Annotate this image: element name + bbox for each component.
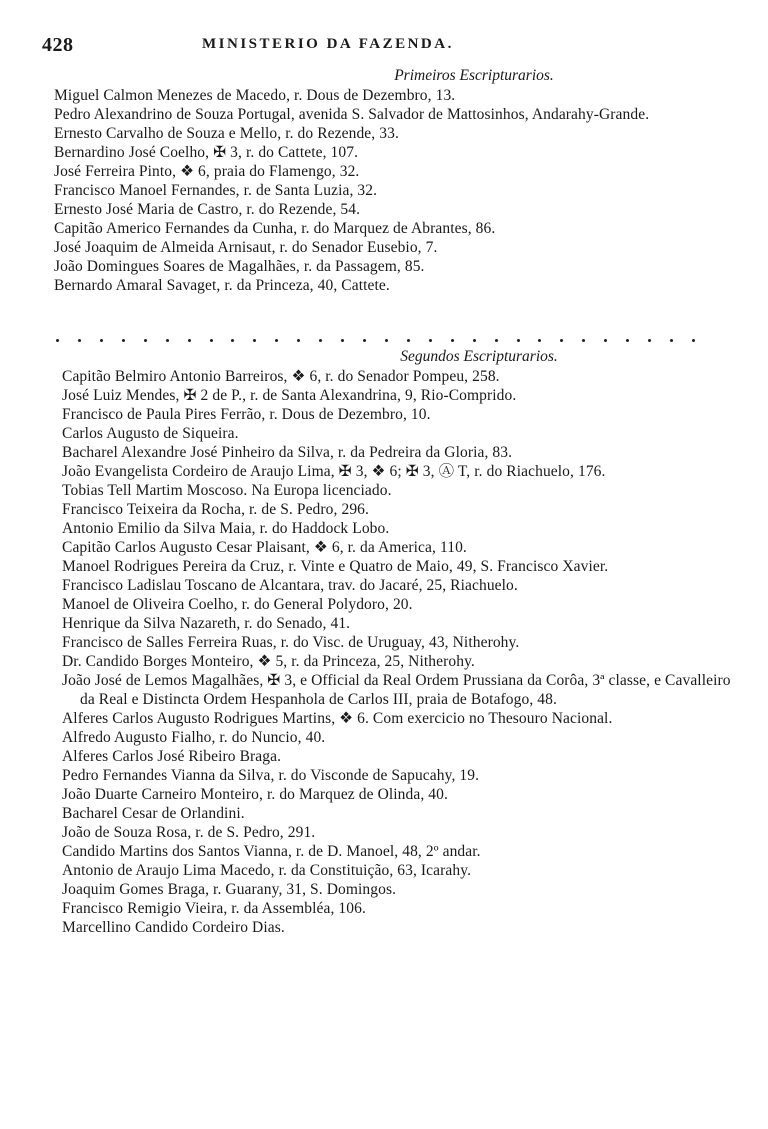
- list-item: João Duarte Carneiro Monteiro, r. do Marquez de Olinda, 40.: [62, 786, 448, 803]
- page-number: 428: [42, 34, 74, 56]
- separator-dot: [319, 339, 322, 342]
- list-item: Francisco Remigio Vieira, r. da Assembléa, 106.: [62, 900, 366, 917]
- separator-dot: [188, 339, 191, 342]
- list-item: Bernardino José Coelho, ✠ 3, r. do Cattete, 107.: [54, 144, 359, 161]
- list-item: Francisco Teixeira da Rocha, r. de S. Pedro, 296.: [62, 501, 369, 518]
- list-item: Tobias Tell Martim Moscoso. Na Europa licenciado.: [62, 482, 392, 499]
- separator-dot: [231, 339, 234, 342]
- entry-list: [54, 367, 744, 937]
- list-item: Alferes Carlos Augusto Rodrigues Martins, ❖ 6. Com exercicio no Thesouro Nacional.: [62, 710, 613, 727]
- list-item: Capitão Carlos Augusto Cesar Plaisant, ❖ 6, r. da America, 110.: [62, 539, 467, 556]
- list-item: José Ferreira Pinto, ❖ 6, praia do Flamengo, 32.: [54, 163, 360, 180]
- separator-dot: [517, 339, 520, 342]
- list-item: Ernesto Carvalho de Souza e Mello, r. do Rezende, 33.: [54, 125, 399, 142]
- list-item: João de Souza Rosa, r. de S. Pedro, 291.: [62, 824, 316, 841]
- separator-dot: [385, 339, 388, 342]
- section-segundos-escripturarios: [54, 347, 744, 937]
- separator-dot: [144, 339, 147, 342]
- separator-dot: [538, 339, 541, 342]
- list-item: Manoel de Oliveira Coelho, r. do General Polydoro, 20.: [62, 596, 413, 613]
- list-item: José Luiz Mendes, ✠ 2 de P., r. de Santa Alexandrina, 9, Rio-Comprido.: [62, 387, 517, 404]
- separator-dot: [275, 339, 278, 342]
- page-header: [42, 34, 732, 58]
- section-heading: Primeiros Escripturarios.: [394, 67, 554, 84]
- separator-dot: [78, 339, 81, 342]
- separator-dot: [473, 339, 476, 342]
- separator-dot: [210, 339, 213, 342]
- list-item: Pedro Fernandes Vianna da Silva, r. do Visconde de Sapucahy, 19.: [62, 767, 480, 784]
- section-primeiros-escripturarios: [54, 66, 744, 295]
- list-item: Marcellino Candido Cordeiro Dias.: [62, 919, 285, 936]
- separator-dot: [429, 339, 432, 342]
- list-item: Antonio de Araujo Lima Macedo, r. da Constituição, 63, Icarahy.: [62, 862, 472, 879]
- separator-dot: [341, 339, 344, 342]
- separator-dot: [253, 339, 256, 342]
- list-item: Francisco Ladislau Toscano de Alcantara, trav. do Jacaré, 25, Riachuelo.: [62, 577, 518, 594]
- list-item: Bacharel Alexandre José Pinheiro da Silva, r. da Pedreira da Gloria, 83.: [62, 444, 513, 461]
- list-item: Alfredo Augusto Fialho, r. do Nuncio, 40.: [62, 729, 326, 746]
- separator-dot: [56, 339, 59, 342]
- list-item: Miguel Calmon Menezes de Macedo, r. Dous de Dezembro, 13.: [54, 87, 456, 104]
- list-item: Dr. Candido Borges Monteiro, ❖ 5, r. da Princeza, 25, Nitherohy.: [62, 653, 475, 670]
- separator-dot: [560, 339, 563, 342]
- list-item: João Domingues Soares de Magalhães, r. da Passagem, 85.: [54, 258, 425, 275]
- list-item: Bernardo Amaral Savaget, r. da Princeza, 40, Cattete.: [54, 277, 390, 294]
- entry-list: [54, 86, 744, 295]
- dotted-separator: [56, 339, 696, 345]
- separator-dot: [166, 339, 169, 342]
- separator-dot: [451, 339, 454, 342]
- list-item: Pedro Alexandrino de Souza Portugal, avenida S. Salvador de Mattosinhos, Andarahy-Grande.: [54, 106, 650, 123]
- separator-dot: [297, 339, 300, 342]
- list-item: João Evangelista Cordeiro de Araujo Lima, ✠ 3, ❖ 6; ✠ 3, Ⓐ T, r. do Riachuelo, 176.: [62, 463, 606, 480]
- list-item: Capitão Americo Fernandes da Cunha, r. do Marquez de Abrantes, 86.: [54, 220, 496, 237]
- list-item: Ernesto José Maria de Castro, r. do Rezende, 54.: [54, 201, 361, 218]
- list-item: Antonio Emilio da Silva Maia, r. do Haddock Lobo.: [62, 520, 390, 537]
- separator-dot: [604, 339, 607, 342]
- list-item: Manoel Rodrigues Pereira da Cruz, r. Vinte e Quatro de Maio, 49, S. Francisco Xavier.: [62, 558, 609, 575]
- list-item: Capitão Belmiro Antonio Barreiros, ❖ 6, r. do Senador Pompeu, 258.: [62, 368, 500, 385]
- list-item: José Joaquim de Almeida Arnisaut, r. do Senador Eusebio, 7.: [54, 239, 438, 256]
- list-item: Francisco de Salles Ferreira Ruas, r. do Visc. de Uruguay, 43, Nitherohy.: [62, 634, 520, 651]
- list-item: João José de Lemos Magalhães, ✠ 3, e Official da Real Ordem Prussiana da Corôa, 3ª classe, e Cavalleiro da Real e Distincta Ordem Hespanhola de Carlos III, praia de Botafogo, 48.: [62, 672, 731, 708]
- list-item: Francisco de Paula Pires Ferrão, r. Dous de Dezembro, 10.: [62, 406, 431, 423]
- separator-dot: [495, 339, 498, 342]
- separator-dot: [670, 339, 673, 342]
- list-item: Joaquim Gomes Braga, r. Guarany, 31, S. Domingos.: [62, 881, 397, 898]
- separator-dot: [100, 339, 103, 342]
- list-item: Bacharel Cesar de Orlandini.: [62, 805, 245, 822]
- separator-dot: [122, 339, 125, 342]
- section-heading: Segundos Escripturarios.: [400, 348, 558, 365]
- running-title: MINISTERIO DA FAZENDA.: [202, 36, 454, 52]
- list-item: Francisco Manoel Fernandes, r. de Santa Luzia, 32.: [54, 182, 378, 199]
- separator-dot: [692, 339, 695, 342]
- separator-dot: [626, 339, 629, 342]
- separator-dot: [363, 339, 366, 342]
- separator-dot: [407, 339, 410, 342]
- list-item: Carlos Augusto de Siqueira.: [62, 425, 239, 442]
- separator-dot: [648, 339, 651, 342]
- list-item: Candido Martins dos Santos Vianna, r. de D. Manoel, 48, 2º andar.: [62, 843, 481, 860]
- list-item: Alferes Carlos José Ribeiro Braga.: [62, 748, 282, 765]
- list-item: Henrique da Silva Nazareth, r. do Senado, 41.: [62, 615, 351, 632]
- separator-dot: [582, 339, 585, 342]
